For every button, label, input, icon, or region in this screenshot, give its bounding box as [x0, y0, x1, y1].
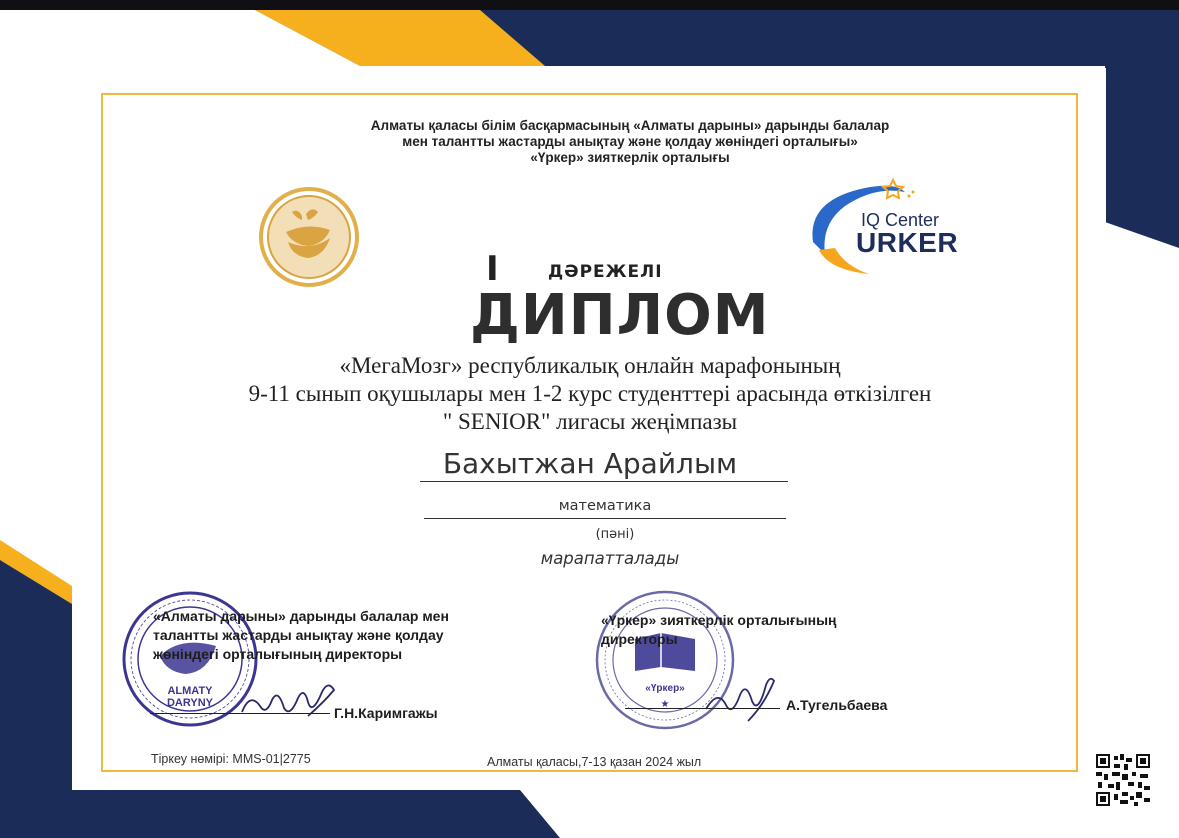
subject-name: математика: [558, 498, 652, 514]
left-director-name: Г.Н.Каримгажы: [334, 705, 438, 721]
right-director-title: «Үркер» зияткерлік орталығының директоры: [601, 612, 837, 647]
org-line-2: мен талантты жастарды анықтау және қолдау жөніндегі орталығы»: [402, 134, 858, 149]
award-line-2: 9-11 сынып оқушылары мен 1-2 курс студенттері арасында өткізілген: [248, 381, 932, 406]
awarded-text: марапатталады: [540, 549, 680, 568]
place-and-date: Алматы қаласы,7-13 қазан 2024 жыл: [487, 755, 702, 769]
degree-word: ДӘРЕЖЕЛІ: [548, 262, 663, 282]
winner-underline: [420, 481, 788, 482]
signature-left: [238, 672, 348, 728]
iq-center-text: IQ Center: [861, 210, 940, 230]
stamp-star-icon: ★: [660, 699, 670, 710]
right-director-name: А.Тугельбаева: [786, 697, 888, 713]
right-stamp-text: «Үркер»: [645, 683, 685, 694]
degree-number: I: [486, 249, 499, 289]
urker-text: URKER: [856, 227, 959, 258]
award-line-3: " SENIOR" лигасы жеңімпазы: [442, 409, 738, 434]
left-stamp-text-2: DARYNY: [166, 697, 214, 709]
org-line-3: «Үркер» зияткерлік орталығы: [530, 150, 730, 165]
qr-code-icon[interactable]: [1096, 754, 1150, 806]
right-signature-line: [625, 708, 780, 709]
iq-center-urker-logo: [805, 170, 965, 280]
diploma-title: ДИПЛОМ: [470, 283, 770, 348]
left-director-title: «Алматы дарыны» дарынды балалар мен талантты жастарды анықтау және қолдау жөніндегі орталығының директоры: [153, 608, 449, 662]
registration-number: Тіркеу нөмірі: MMS-01|2775: [151, 752, 311, 766]
organization-header: [290, 118, 970, 166]
org-line-1: Алматы қаласы білім басқармасының «Алматы дарыны» дарынды балалар: [370, 118, 890, 133]
subject-underline: [424, 518, 786, 519]
winner-name: Бахытжан Арайлым: [442, 447, 738, 480]
award-description: [150, 352, 1030, 436]
subject-caption: (пәні): [595, 527, 635, 542]
almaty-daryny-logo: [258, 186, 360, 288]
award-line-1: «МегаМозг» республикалық онлайн марафонының: [339, 353, 841, 378]
left-stamp-text-1: ALMATY: [167, 685, 213, 697]
left-signature-line: [150, 713, 330, 714]
signature-right: [700, 665, 780, 725]
